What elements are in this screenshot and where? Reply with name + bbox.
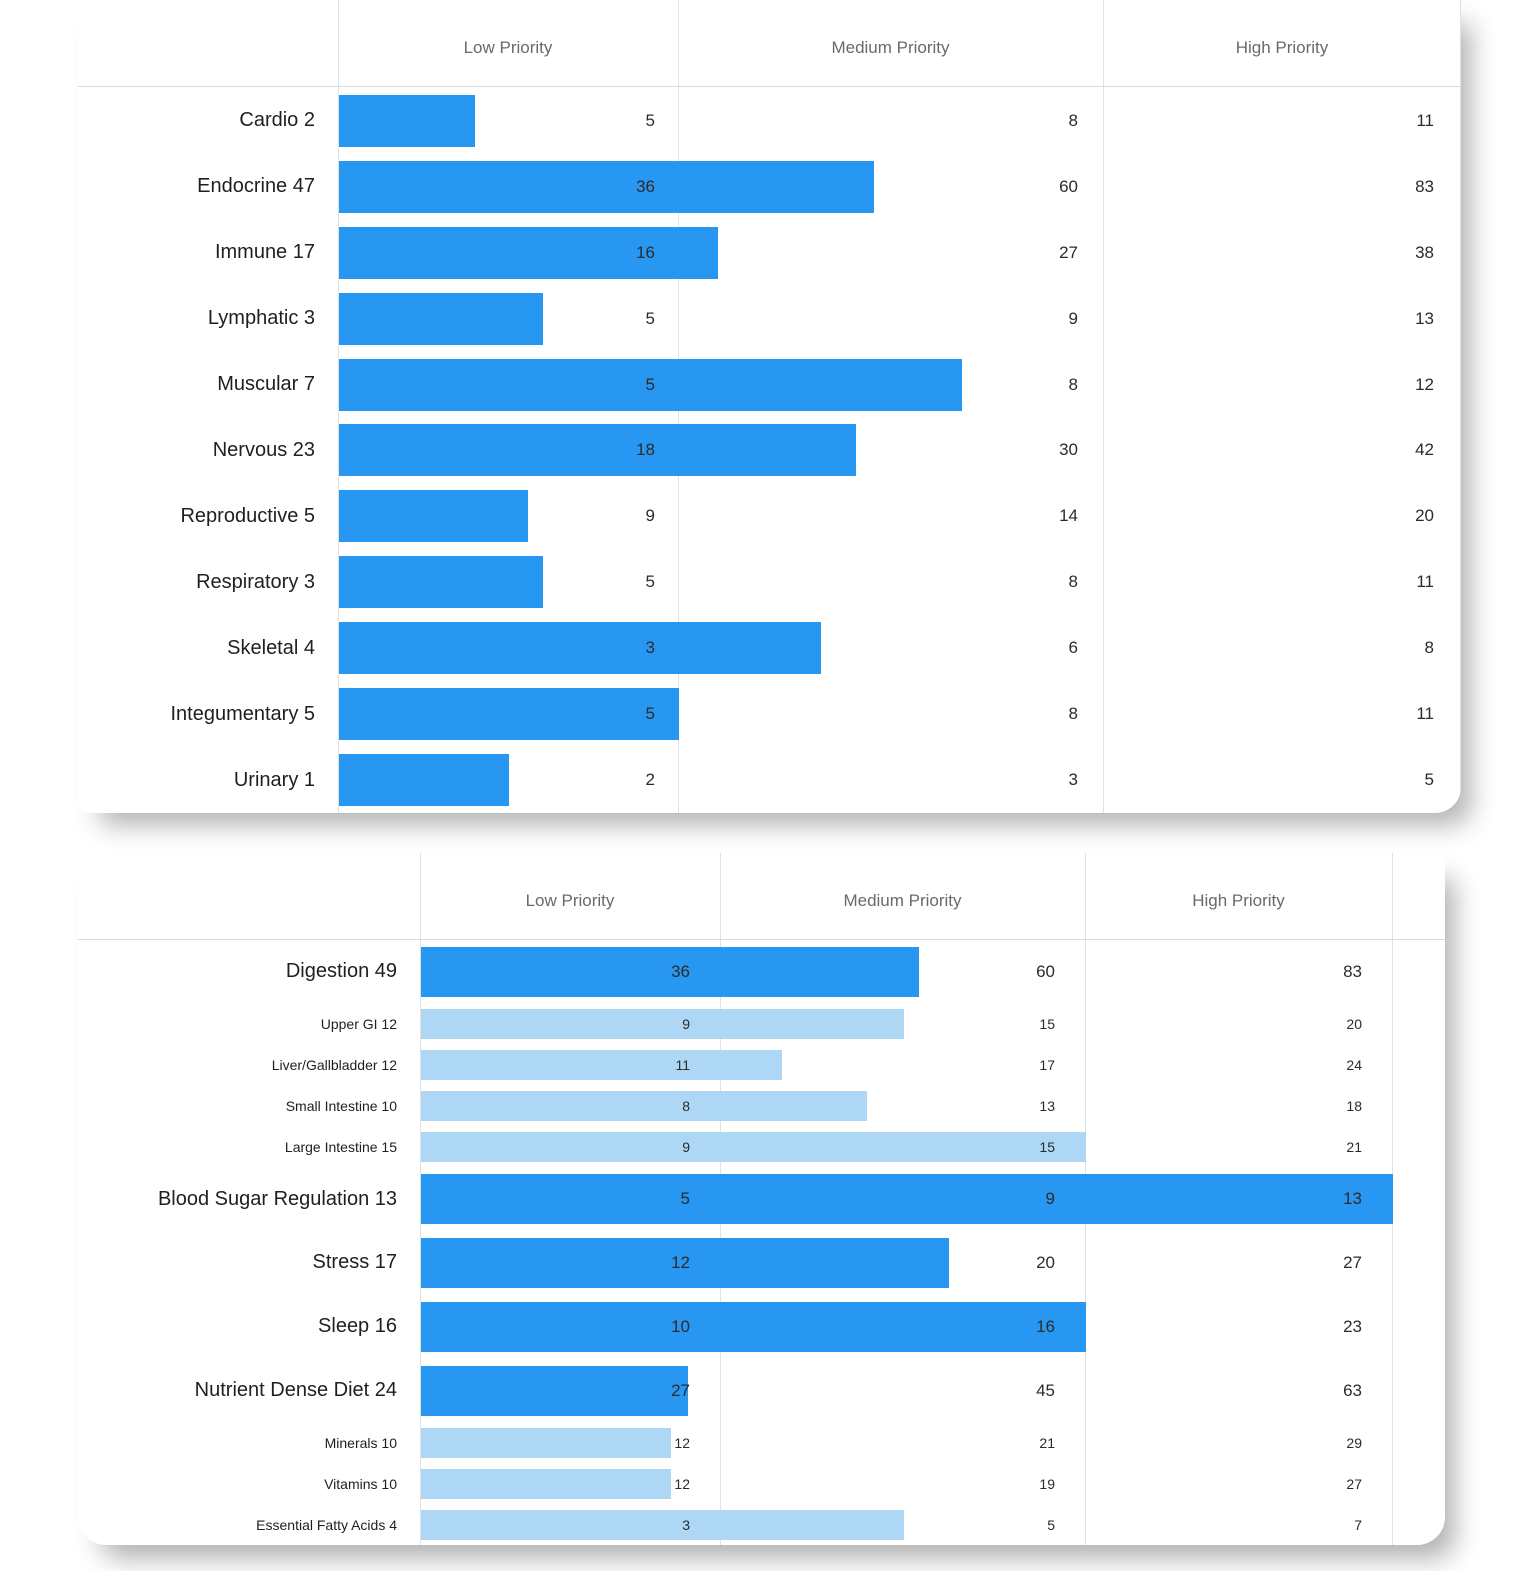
chart-row [78,154,1461,220]
row-label: Minerals 10 [324,1434,397,1451]
threshold-value-high: 21 [1346,1138,1362,1155]
row-track [338,352,1461,418]
threshold-value-low: 27 [671,1380,690,1400]
threshold-value-high: 11 [1416,704,1434,724]
threshold-value-low: 3 [645,638,655,658]
threshold-value-medium: 5 [1047,1516,1055,1533]
row-label: Immune 17 [214,241,315,264]
threshold-value-high: 38 [1415,242,1434,262]
chart-row [78,220,1461,286]
threshold-value-high: 83 [1415,176,1434,196]
threshold-value-medium: 3 [1068,770,1078,790]
row-label: Digestion 49 [285,960,397,983]
row-track [338,549,1461,615]
threshold-value-low: 8 [682,1097,690,1114]
row-label: Lymphatic 3 [207,307,315,330]
row-label: Large Intestine 15 [284,1138,397,1155]
chart-row [78,483,1461,549]
row-track [420,1086,1445,1127]
threshold-value-high: 29 [1346,1434,1362,1451]
threshold-value-low: 5 [645,110,655,130]
chart-card-body-systems [78,0,1461,813]
row-label: Nervous 23 [212,438,315,461]
threshold-value-high: 42 [1415,440,1434,460]
row-track [420,1126,1445,1167]
threshold-value-low: 11 [675,1057,690,1074]
row-track [338,220,1461,286]
column-header-high: High Priority [1235,38,1329,57]
chart-row [78,286,1461,352]
row-track [338,747,1461,813]
threshold-value-high: 63 [1343,1380,1362,1400]
threshold-value-high: 20 [1415,506,1434,526]
row-track [338,154,1461,220]
threshold-value-high: 11 [1416,572,1434,592]
row-label: Essential Fatty Acids 4 [256,1516,397,1533]
threshold-value-high: 11 [1416,110,1434,130]
threshold-value-medium: 9 [1045,1189,1055,1209]
row-label: Respiratory 3 [196,570,315,593]
threshold-value-low: 3 [682,1516,690,1533]
threshold-value-medium: 8 [1068,704,1078,724]
row-label: Liver/Gallbladder 12 [271,1057,397,1074]
chart-row [78,615,1461,681]
chart-row [78,1463,1445,1504]
threshold-value-low: 5 [645,308,655,328]
threshold-value-low: 5 [645,704,655,724]
threshold-value-medium: 8 [1068,572,1078,592]
threshold-value-medium: 45 [1036,1380,1055,1400]
threshold-value-low: 5 [645,572,655,592]
row-track [420,1167,1445,1231]
threshold-value-high: 8 [1424,638,1434,658]
row-label: Vitamins 10 [324,1475,397,1492]
chart-row [78,1167,1445,1231]
threshold-value-low: 16 [636,242,655,262]
chart-row [78,1504,1445,1545]
threshold-value-medium: 6 [1068,638,1078,658]
row-track [420,1359,1445,1423]
row-label: Integumentary 5 [170,702,315,725]
threshold-value-medium: 16 [1036,1316,1055,1336]
row-track [338,88,1461,154]
row-track [420,1463,1445,1504]
row-label: Stress 17 [312,1251,397,1274]
row-track [420,1422,1445,1463]
header-divider-line [78,86,1461,87]
row-label: Endocrine 47 [197,175,315,198]
threshold-value-low: 36 [636,176,655,196]
chart-row [78,1126,1445,1167]
threshold-value-low: 2 [645,770,655,790]
threshold-value-medium: 27 [1059,242,1078,262]
column-headers [78,853,1445,939]
threshold-value-medium: 17 [1039,1057,1055,1074]
threshold-value-high: 27 [1343,1252,1362,1272]
threshold-value-low: 12 [674,1434,690,1451]
column-header-low: Low Priority [525,891,615,910]
chart-row [78,418,1461,484]
threshold-value-high: 18 [1346,1097,1362,1114]
threshold-value-high: 13 [1343,1189,1362,1209]
chart-row [78,352,1461,418]
chart-row [78,747,1461,813]
threshold-value-medium: 13 [1039,1097,1055,1114]
threshold-value-high: 5 [1424,770,1434,790]
chart-row [78,1045,1445,1086]
row-track [338,286,1461,352]
row-label: Upper GI 12 [320,1016,397,1033]
threshold-value-high: 23 [1343,1316,1362,1336]
row-label: Nutrient Dense Diet 24 [194,1379,397,1402]
row-label: Cardio 2 [239,109,315,132]
threshold-value-medium: 21 [1039,1434,1055,1451]
threshold-value-high: 7 [1354,1516,1362,1533]
row-label: Reproductive 5 [180,504,315,527]
threshold-value-medium: 19 [1039,1475,1055,1492]
threshold-value-low: 9 [682,1138,690,1155]
threshold-value-medium: 60 [1036,961,1055,981]
threshold-value-low: 5 [680,1189,690,1209]
threshold-value-medium: 15 [1039,1016,1055,1033]
row-label: Muscular 7 [217,373,315,396]
row-track [420,1295,1445,1359]
column-header-high: High Priority [1192,891,1285,910]
threshold-value-high: 12 [1415,374,1434,394]
chart-rows [78,88,1461,813]
row-track [420,1045,1445,1086]
chart-row [78,1422,1445,1463]
threshold-value-low: 5 [645,374,655,394]
column-headers [78,0,1461,86]
row-track [338,615,1461,681]
row-label: Sleep 16 [318,1315,397,1338]
threshold-value-low: 18 [636,440,655,460]
column-header-medium: Medium Priority [843,891,962,910]
row-track [338,418,1461,484]
threshold-value-high: 83 [1343,961,1362,981]
threshold-value-low: 36 [671,961,690,981]
threshold-value-medium: 8 [1068,110,1078,130]
threshold-value-medium: 15 [1039,1138,1055,1155]
column-header-low: Low Priority [463,38,553,57]
threshold-value-low: 12 [671,1252,690,1272]
column-header-medium: Medium Priority [831,38,950,57]
threshold-value-high: 13 [1415,308,1434,328]
row-label: Skeletal 4 [227,636,315,659]
row-track [338,483,1461,549]
row-track [420,1504,1445,1545]
threshold-value-low: 10 [671,1316,690,1336]
threshold-value-low: 9 [645,506,655,526]
chart-row [78,940,1445,1004]
chart-card-foundations [78,853,1445,1545]
row-track [338,681,1461,747]
threshold-value-low: 12 [674,1475,690,1492]
chart-row [78,1086,1445,1127]
row-label: Urinary 1 [233,768,315,791]
row-label: Small Intestine 10 [285,1097,397,1114]
threshold-value-medium: 60 [1059,176,1078,196]
chart-row [78,88,1461,154]
threshold-value-low: 9 [682,1016,690,1033]
chart-row [78,1231,1445,1295]
chart-row [78,1004,1445,1045]
threshold-value-medium: 9 [1068,308,1078,328]
threshold-value-medium: 20 [1036,1252,1055,1272]
threshold-value-high: 24 [1346,1057,1362,1074]
threshold-value-high: 27 [1346,1475,1362,1492]
threshold-value-high: 20 [1346,1016,1362,1033]
chart-row [78,549,1461,615]
chart-row [78,681,1461,747]
row-track [420,940,1445,1004]
threshold-value-medium: 14 [1059,506,1078,526]
row-track [420,1231,1445,1295]
threshold-value-medium: 30 [1059,440,1078,460]
row-track [420,1004,1445,1045]
chart-row [78,1359,1445,1423]
row-label: Blood Sugar Regulation 13 [157,1187,397,1210]
chart-rows [78,940,1445,1545]
chart-row [78,1295,1445,1359]
threshold-value-medium: 8 [1068,374,1078,394]
